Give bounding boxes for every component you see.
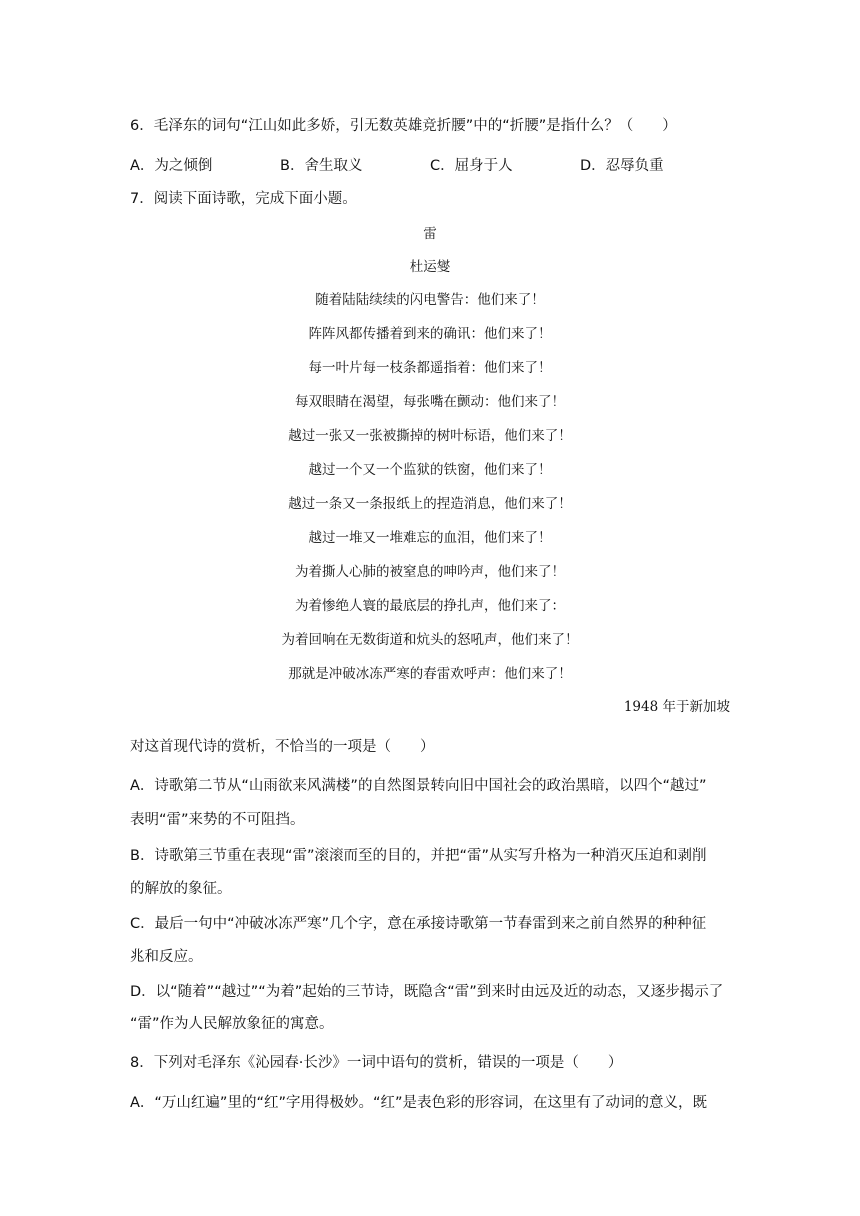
poem-line: 为着回响在无数街道和炕头的怒吼声，他们来了！	[281, 632, 579, 648]
question-7-prompt: 对这首现代诗的赏析，不恰当的一项是（ ）	[130, 739, 435, 755]
q7-option-a-line-1: A．诗歌第二节从“山雨欲来风满楼”的自然图景转向旧中国社会的政治黑暗，以四个“越过”	[130, 778, 707, 794]
poem-line: 每双眼睛在渴望，每张嘴在颤动：他们来了！	[295, 394, 565, 410]
q7-option-c-line-1: C．最后一句中“冲破冰冻严寒”几个字，意在承接诗歌第一节春雷到来之前自然界的种种征	[130, 916, 707, 932]
q7-option-c-line-2: 兆和反应。	[130, 949, 203, 965]
q7-option-b-line-2: 的解放的象征。	[130, 881, 232, 897]
q6-option-c: C．屈身于人	[430, 158, 513, 174]
poem-line: 越过一条又一条报纸上的捏造消息，他们来了！	[288, 496, 572, 512]
poem-title: 雷	[423, 226, 437, 242]
q7-option-a-line-2: 表明“雷”来势的不可阻挡。	[130, 812, 305, 828]
question-7-stem: 7．阅读下面诗歌，完成下面小题。	[130, 191, 357, 207]
question-6-stem: 6．毛泽东的词句“江山如此多娇，引无数英雄竞折腰”中的“折腰”是指什么？（ ）	[130, 118, 677, 134]
poem-line: 阵阵风都传播着到来的确讯：他们来了！	[308, 326, 552, 342]
poem-line: 为着撕人心肺的被窒息的呻吟声，他们来了！	[295, 564, 565, 580]
poem-line: 每一叶片每一枝条都遥指着：他们来了！	[308, 360, 552, 376]
poem-line: 随着陆陆续续的闪电警告：他们来了！	[315, 292, 545, 308]
q7-option-d-line-1: D．以“随着”“越过”“为着”起始的三节诗，既隐含“雷”到来时由远及近的动态，又逐步揭示了	[130, 984, 724, 1000]
poem-line: 越过一个又一个监狱的铁窗，他们来了！	[308, 462, 552, 478]
poem-line: 为着惨绝人寰的最底层的挣扎声，他们来了：	[295, 598, 565, 614]
q8-option-a-line-1: A．“万山红遍”里的“红”字用得极妙。“红”是表色彩的形容词，在这里有了动词的意义，既	[130, 1095, 707, 1111]
poem-line: 越过一张又一张被撕掉的树叶标语，他们来了！	[288, 428, 572, 444]
question-8-stem: 8．下列对毛泽东《沁园春·长沙》一词中语句的赏析，错误的一项是（ ）	[130, 1055, 623, 1071]
poem-date: 1948 年于新加坡	[623, 699, 730, 715]
poem-author: 杜运燮	[409, 259, 451, 275]
q6-option-d: D．忍辱负重	[580, 158, 664, 174]
q7-option-d-line-2: “雷”作为人民解放象征的寓意。	[130, 1016, 334, 1032]
q6-option-a: A．为之倾倒	[130, 158, 213, 174]
q7-option-b-line-1: B．诗歌第三节重在表现“雷”滚滚而至的目的，并把“雷”从实写升格为一种消灭压迫和剥削	[130, 848, 707, 864]
poem-line: 越过一堆又一堆难忘的血泪，他们来了！	[308, 530, 552, 546]
q6-option-b: B．舍生取义	[280, 158, 363, 174]
poem-line: 那就是冲破冰冻严寒的春雷欢呼声：他们来了！	[288, 666, 572, 682]
